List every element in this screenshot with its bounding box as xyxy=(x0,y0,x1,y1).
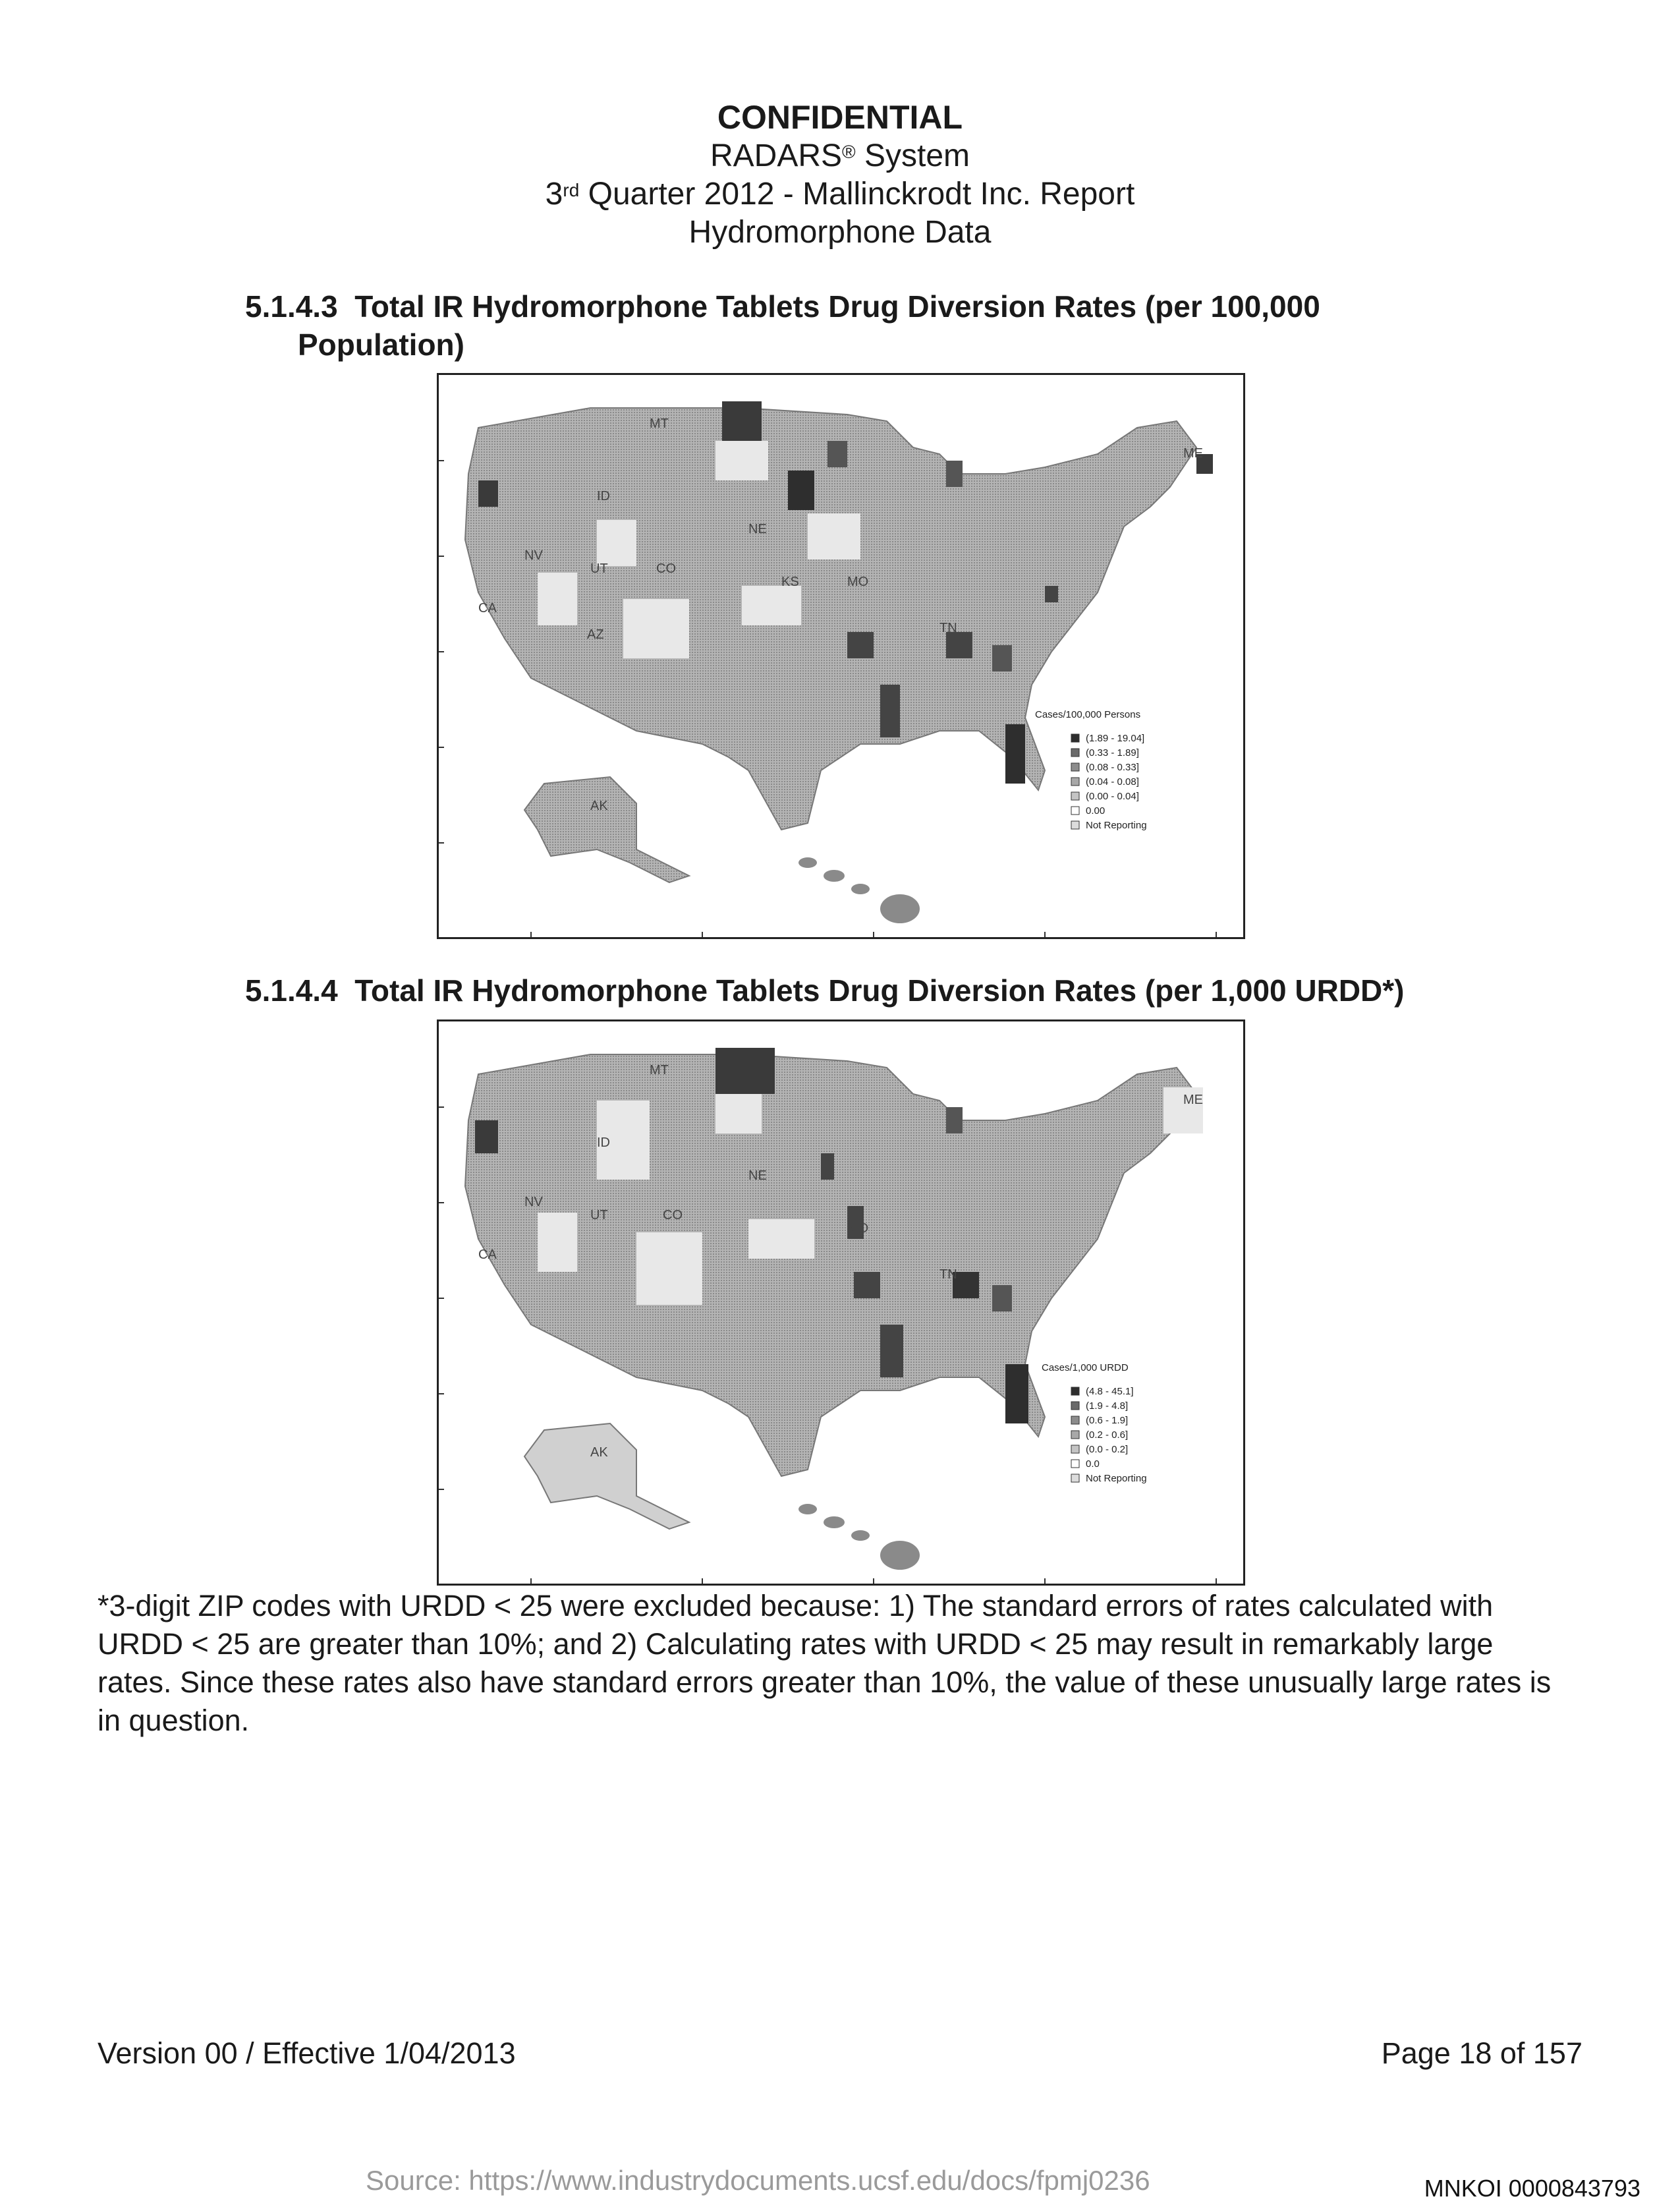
section-number: 5.1.4.3 xyxy=(245,289,338,324)
state-label-ne: NE xyxy=(748,522,767,536)
hawaii-shape xyxy=(798,1504,920,1570)
legend-item: (1.89 - 19.04] xyxy=(1086,733,1145,744)
legend-item: (0.6 - 1.9] xyxy=(1086,1415,1129,1426)
state-label-me: ME xyxy=(1183,1093,1203,1107)
system-line: RADARS® System xyxy=(710,138,970,173)
report-header xyxy=(0,98,1680,252)
section-title-line2: Population) xyxy=(298,328,464,362)
state-label-ks: KS xyxy=(781,575,799,589)
state-label-me: ME xyxy=(1183,446,1203,461)
state-label-mo: MO xyxy=(847,575,869,589)
legend-title: Cases/100,000 Persons xyxy=(1035,709,1141,720)
data-title: Hydromorphone Data xyxy=(688,215,992,250)
map-legend-population xyxy=(1035,709,1147,831)
state-label-ut: UT xyxy=(590,1208,608,1222)
state-label-mt: MT xyxy=(650,1063,669,1077)
version-label: Version 00 / Effective 1/04/2013 xyxy=(98,2036,516,2070)
quarter-line: 3rd Quarter 2012 - Mallinckrodt Inc. Report xyxy=(545,177,1135,212)
section-title-5-1-4-4 xyxy=(245,971,1405,1010)
section-number: 5.1.4.4 xyxy=(245,973,338,1008)
legend-title: Cases/1,000 URDD xyxy=(1042,1362,1129,1373)
section-title-5-1-4-3 xyxy=(245,287,1320,364)
state-label-ak: AK xyxy=(590,799,608,813)
state-label-ca: CA xyxy=(478,601,497,616)
document-id: MNKOI 0000843793 xyxy=(1424,2175,1640,2202)
legend-item: (0.08 - 0.33] xyxy=(1086,762,1139,773)
legend-item: (0.04 - 0.08] xyxy=(1086,776,1139,788)
state-label-mo: MO xyxy=(847,1221,869,1236)
alaska-shape xyxy=(524,777,689,882)
state-label-ak: AK xyxy=(590,1445,608,1460)
footnote: *3-digit ZIP codes with URDD < 25 were excluded because: 1) The standard errors of rates calculated with URDD < 25 are greater than 10%; and 2) Calculating rates with URDD < 25 may result in remarkably large rates. Since these rates also have standard errors greater than 10%, the value of these unusually large rates is in question. xyxy=(98,1589,1552,1737)
state-label-nv: NV xyxy=(524,1195,543,1209)
legend-item: Not Reporting xyxy=(1086,820,1147,831)
state-label-ne: NE xyxy=(748,1168,767,1183)
state-label-co: CO xyxy=(656,561,676,576)
alaska-shape xyxy=(524,1423,689,1529)
state-label-tn: TN xyxy=(939,1267,957,1282)
legend-item: Not Reporting xyxy=(1086,1473,1147,1484)
state-label-mt: MT xyxy=(650,416,669,431)
hawaii-shape xyxy=(798,857,920,923)
legend-item: 0.00 xyxy=(1086,805,1106,817)
state-label-id: ID xyxy=(597,489,610,503)
legend-item: (0.0 - 0.2] xyxy=(1086,1444,1129,1455)
legend-item: (0.33 - 1.89] xyxy=(1086,747,1139,759)
confidential-label: CONFIDENTIAL xyxy=(717,99,963,136)
legend-item: (0.2 - 0.6] xyxy=(1086,1429,1129,1441)
registered-mark: ® xyxy=(842,142,856,162)
legend-item: (4.8 - 45.1] xyxy=(1086,1386,1134,1397)
map-legend-urdd xyxy=(1042,1362,1147,1484)
state-label-id: ID xyxy=(597,1135,610,1150)
section-title-line1: Total IR Hydromorphone Tablets Drug Diversion Rates (per 100,000 xyxy=(354,289,1320,324)
state-label-nv: NV xyxy=(524,548,543,563)
map-frame-population xyxy=(437,373,1245,939)
state-label-ut: UT xyxy=(590,561,608,576)
us-map-urdd xyxy=(439,1021,1243,1584)
state-label-ca: CA xyxy=(478,1248,497,1262)
state-label-az: AZ xyxy=(587,627,604,642)
state-label-co: CO xyxy=(663,1208,683,1222)
section-title-line1: Total IR Hydromorphone Tablets Drug Diversion Rates (per 1,000 URDD*) xyxy=(354,973,1405,1008)
legend-item: (0.00 - 0.04] xyxy=(1086,791,1139,802)
us-map-population xyxy=(439,375,1243,937)
legend-item: 0.0 xyxy=(1086,1458,1100,1470)
state-label-tn: TN xyxy=(939,621,957,635)
source-url: Source: https://www.industrydocuments.ucsf.edu/docs/fpmj0236 xyxy=(366,2165,1150,2196)
legend-item: (1.9 - 4.8] xyxy=(1086,1400,1129,1412)
page-number: Page 18 of 157 xyxy=(1381,2036,1582,2070)
map-frame-urdd xyxy=(437,1019,1245,1586)
